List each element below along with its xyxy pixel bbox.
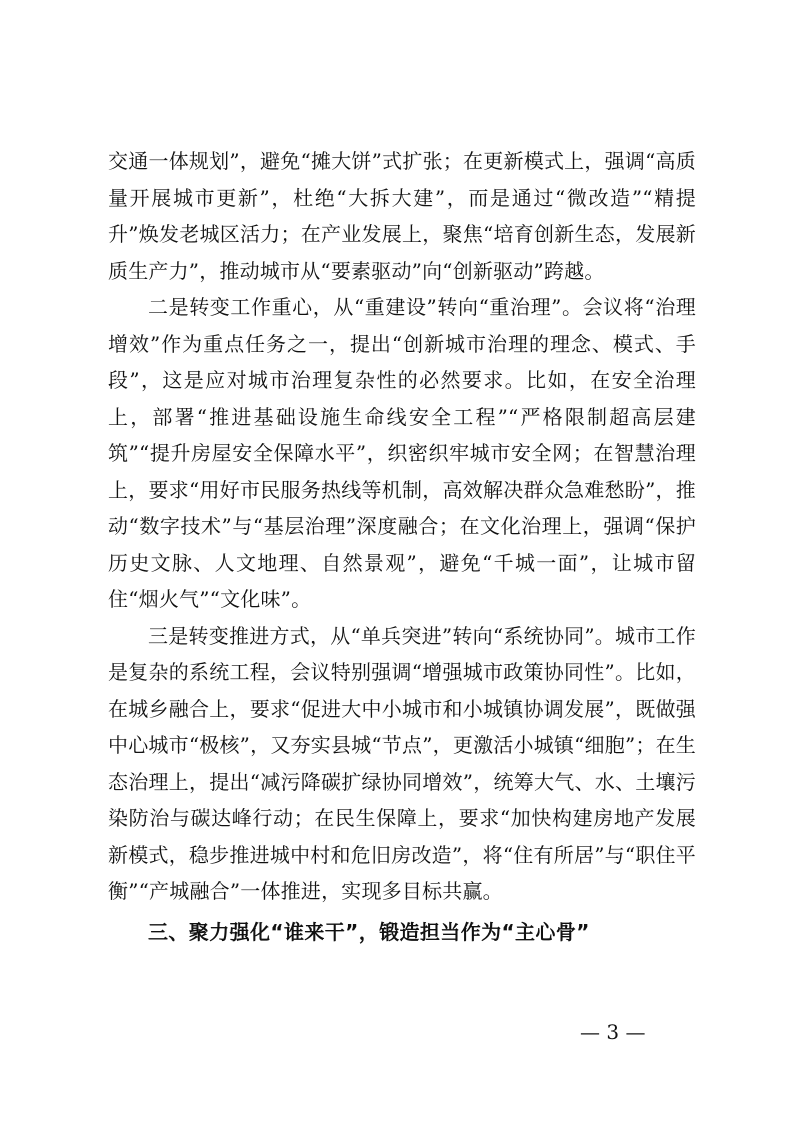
document-body — [108, 143, 696, 950]
paragraph-system-coordination: 三是转变推进方式，从“单兵突进”转向“系统协同”。城市工作是复杂的系统工程，会议特别强调“增强城市政策协同性”。比如，在城乡融合上，要求“促进大中小城市和小城镇协调发展”，既做强中心城市“极核”，又夯实县城“节点”，更激活小城镇“细胞”；在生态治理上，提出“减污降碳扩绿协同增效”，统筹大气、水、土壤污染防治与碳达峰行动；在民生保障上，要求“加快构建房地产发展新模式，稳步推进城中村和危旧房改造”，将“住有所居”与“职住平衡”“产城融合”一体推进，实现多目标共赢。 — [108, 623, 696, 903]
paragraph-governance-shift: 二是转变工作重心，从“重建设”转向“重治理”。会议将“治理增效”作为重点任务之一，提出“创新城市治理的理念、模式、手段”，这是应对城市治理复杂性的必然要求。比如，在安全治理上，部署“推进基础设施生命线安全工程”“严格限制超高层建筑”“提升房屋安全保障水平”，织密织牢城市安全网；在智慧治理上，要求“用好市民服务热线等机制，高效解决群众急难愁盼”，推动“数字技术”与“基层治理”深度融合；在文化治理上，强调“保护历史文脉、人文地理、自然景观”，避免“千城一面”，让城市留住“烟火气”“文化味”。 — [108, 295, 696, 611]
paragraph-continuation: 交通一体规划”，避免“摊大饼”式扩张；在更新模式上，强调“高质量开展城市更新”，杜绝“大拆大建”，而是通过“微改造”“精提升”焕发老城区活力；在产业发展上，聚焦“培育创新生态，发展新质生产力”，推动城市从“要素驱动”向“创新驱动”跨越。 — [108, 149, 696, 283]
section-heading: 三、聚力强化“谁来干”，锻造担当作为“主心骨” — [148, 919, 590, 944]
page-number: — 3 — — [580, 1020, 646, 1044]
